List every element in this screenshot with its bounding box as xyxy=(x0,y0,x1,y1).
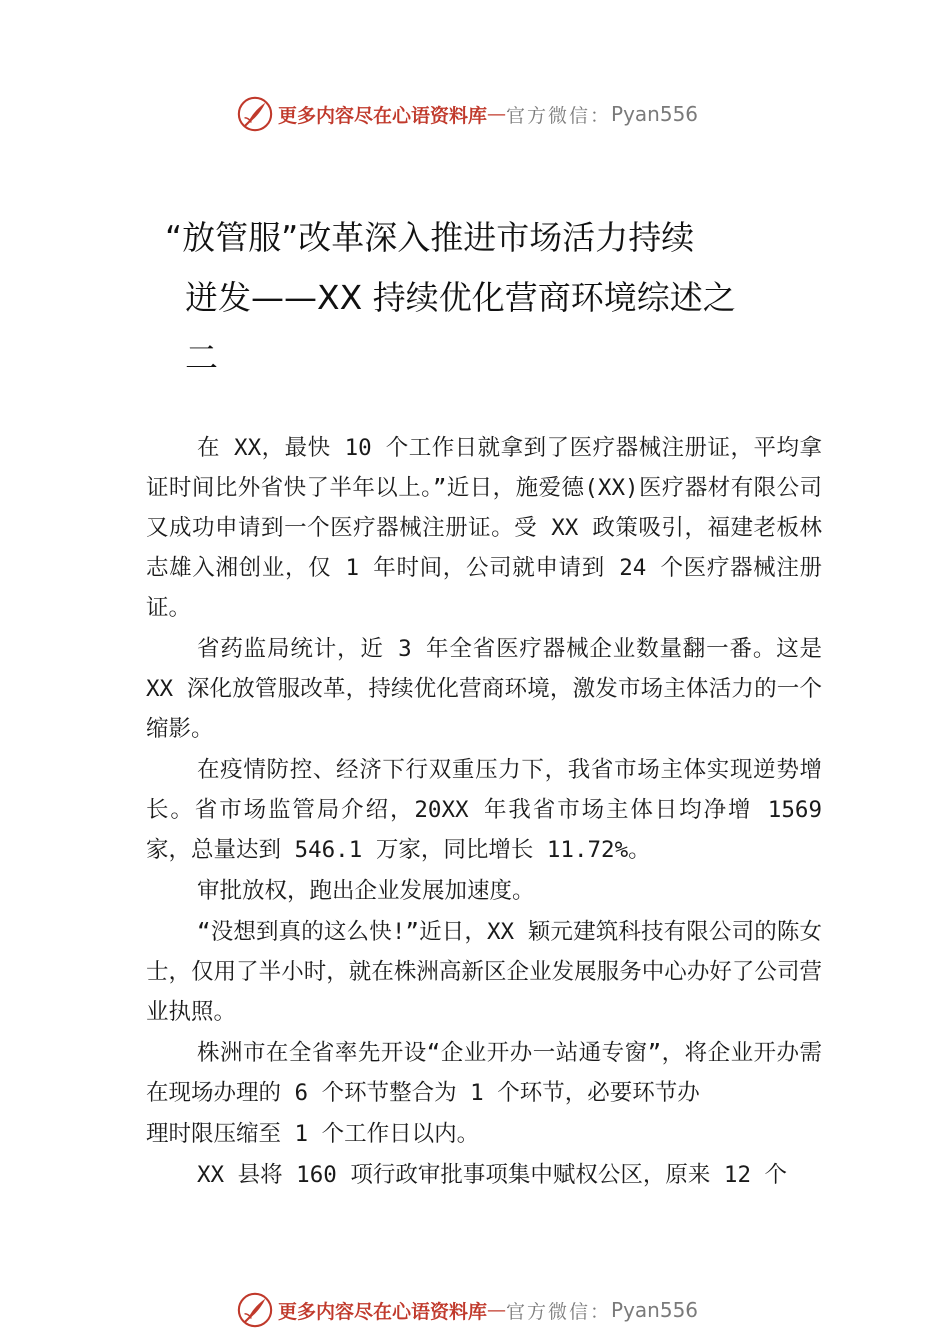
document-title xyxy=(165,208,785,388)
paragraph-3: 在疫情防控、经济下行双重压力下，我省市场主体实现逆势增长。省市场监管局介绍，20XX 年我省市场主体日均净增 1569 家，总量达到 546.1 万家，同比增长 11.72%。 xyxy=(146,757,822,863)
document-body xyxy=(146,428,822,1195)
banner-dash: — xyxy=(487,1299,507,1321)
quill-pen-logo-icon xyxy=(236,95,274,133)
paragraph-6-continued: 理时限压缩至 1 个工作日以内。 xyxy=(146,1121,480,1147)
banner-wechat-handle: Pyan556 xyxy=(611,102,699,126)
title-line-2: 迸发——XX 持续优化营商环境综述之 xyxy=(185,278,736,317)
banner-dash: — xyxy=(487,103,507,125)
banner-brand-text: 更多内容尽在心语资料库 xyxy=(278,104,488,127)
banner-official-label: 官方微信： xyxy=(506,1300,612,1323)
banner-official-label: 官方微信： xyxy=(506,104,612,127)
paragraph-1: 在 XX，最快 10 个工作日就拿到了医疗器械注册证，平均拿证时间比外省快了半年以上。”近日，施爱德(XX)医疗器材有限公司又成功申请到一个医疗器械注册证。受 XX 政策吸引，福建老板林志雄入湘创业，仅 1 年时间，公司就申请到 24 个医疗器械注册证。 xyxy=(146,435,822,621)
quill-pen-logo-icon xyxy=(236,1291,274,1329)
title-line-3: 二 xyxy=(185,338,218,377)
banner-brand-text: 更多内容尽在心语资料库 xyxy=(278,1300,488,1323)
paragraph-5: “没想到真的这么快!”近日，XX 颖元建筑科技有限公司的陈女士，仅用了半小时，就在株洲高新区企业发展服务中心办好了公司营业执照。 xyxy=(146,919,822,1025)
paragraph-6: 株洲市在全省率先开设“企业开办一站通专窗”，将企业开办需在现场办理的 6 个环节整合为 1 个环节，必要环节办 xyxy=(146,1040,822,1106)
paragraph-7: XX 县将 160 项行政审批事项集中赋权公区，原来 12 个 xyxy=(197,1162,788,1188)
header-banner xyxy=(236,94,698,134)
paragraph-2: 省药监局统计，近 3 年全省医疗器械企业数量翻一番。这是 XX 深化放管服改革，持续优化营商环境，激发市场主体活力的一个缩影。 xyxy=(146,636,822,742)
banner-wechat-handle: Pyan556 xyxy=(611,1298,699,1322)
footer-banner xyxy=(236,1290,698,1330)
paragraph-4: 审批放权，跑出企业发展加速度。 xyxy=(197,878,535,904)
title-line-1: “放管服”改革深入推进市场活力持续 xyxy=(165,218,695,257)
